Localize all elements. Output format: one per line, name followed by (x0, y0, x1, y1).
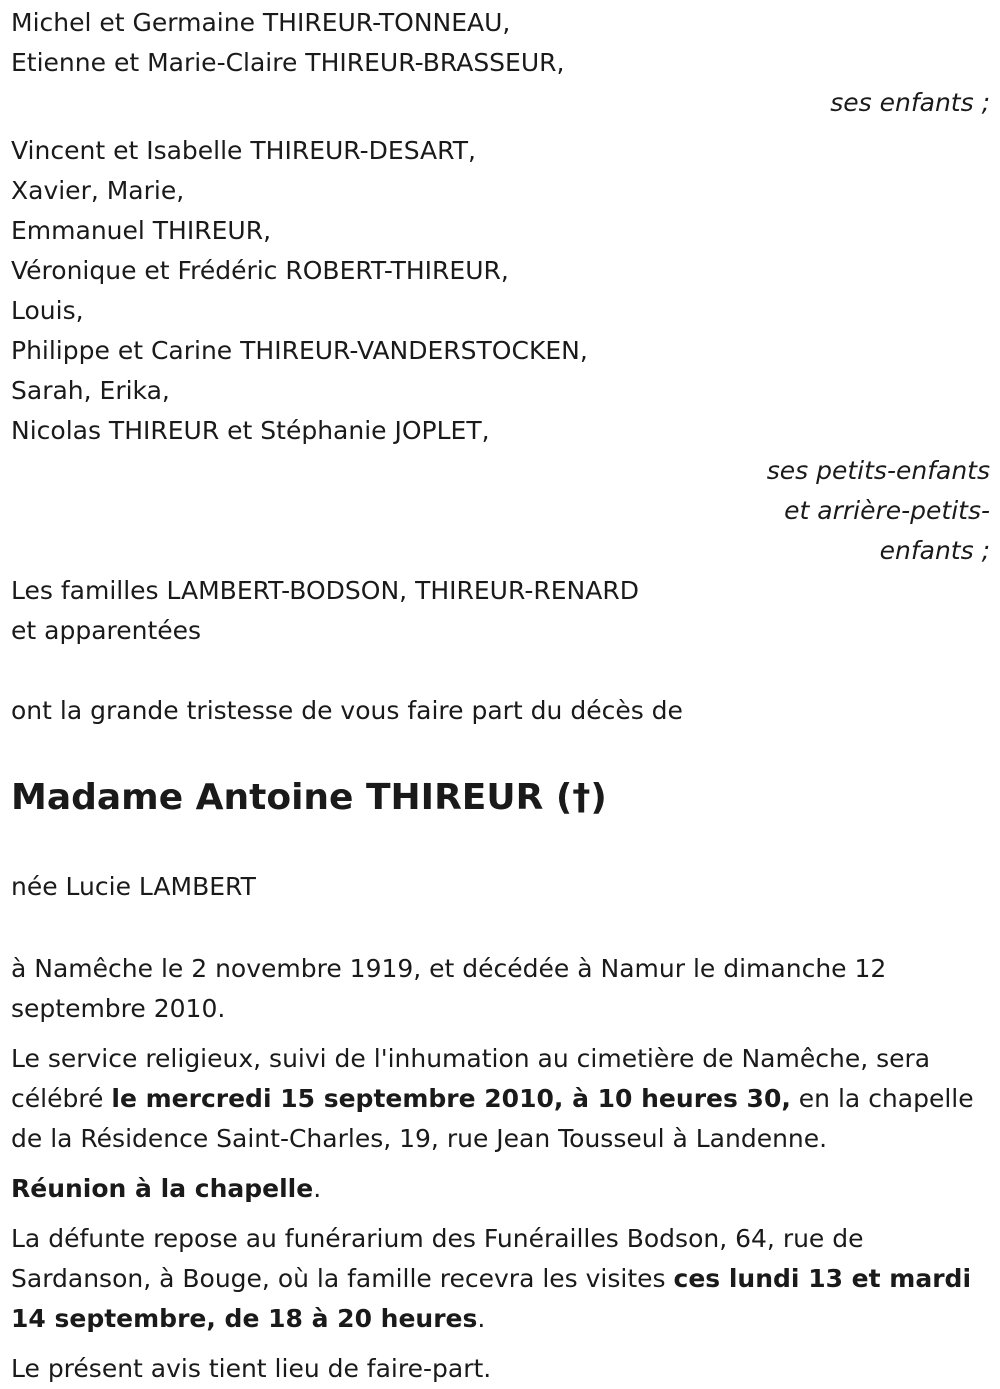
announcement-text: ont la grande tristesse de vous faire part du décès de (11, 696, 683, 725)
grandchild-line: Vincent et Isabelle THIREUR-DESART, (11, 136, 476, 165)
reunion-paragraph (11, 1169, 990, 1209)
child-line: Michel et Germaine THIREUR-TONNEAU, (11, 8, 511, 37)
grandchild-line: Xavier, Marie, (11, 176, 185, 205)
child-line: Etienne et Marie-Claire THIREUR-BRASSEUR, (11, 48, 565, 77)
maiden-name: née Lucie LAMBERT (11, 872, 256, 901)
children-label: ses enfants ; (830, 88, 990, 117)
service-location: en la chapelle de la Résidence Saint-Charles, 19, rue Jean Tousseul à Landenne. (11, 1084, 974, 1153)
grandchild-line: Véronique et Frédéric ROBERT-THIREUR, (11, 256, 509, 285)
families-block (11, 571, 990, 651)
closing-paragraph: Le présent avis tient lieu de faire-part. (11, 1354, 492, 1383)
reunion-text: Réunion à la chapelle (11, 1174, 314, 1203)
grandchild-line: Nicolas THIREUR et Stéphanie JOPLET, (11, 416, 490, 445)
grandchild-line: Sarah, Erika, (11, 376, 170, 405)
grandchildren-label: et arrière-petits- (784, 496, 990, 525)
family-line: et apparentées (11, 616, 202, 645)
family-line: Les familles LAMBERT-BODSON, THIREUR-RENARD (11, 576, 639, 605)
visitation-times: ces lundi 13 et mardi 14 septembre, de 18 à 20 heures (11, 1264, 972, 1333)
service-paragraph (11, 1039, 990, 1159)
visitation-paragraph (11, 1219, 990, 1339)
birth-death-paragraph: à Namêche le 2 novembre 1919, et décédée à Namur le dimanche 12 septembre 2010. (11, 954, 887, 1023)
grandchildren-label: ses petits-enfants (766, 456, 990, 485)
grandchildren-label: enfants ; (879, 536, 990, 565)
reunion-period: . (313, 1174, 322, 1203)
grandchildren-block (11, 131, 990, 571)
visitation-period: . (477, 1304, 486, 1333)
grandchild-line: Emmanuel THIREUR, (11, 216, 272, 245)
service-text: Le service religieux, suivi de l'inhumation au cimetière de Namêche, sera célébré (11, 1044, 931, 1113)
children-block (11, 3, 990, 123)
service-date: le mercredi 15 septembre 2010, à 10 heures 30, (111, 1084, 791, 1113)
grandchild-line: Philippe et Carine THIREUR-VANDERSTOCKEN, (11, 336, 588, 365)
deceased-name: Madame Antoine THIREUR (†) (11, 777, 607, 818)
visitation-text: La défunte repose au funérarium des Funérailles Bodson, 64, rue de Sardanson, à Bouge, où la famille recevra les visites (11, 1224, 864, 1293)
grandchild-line: Louis, (11, 296, 84, 325)
